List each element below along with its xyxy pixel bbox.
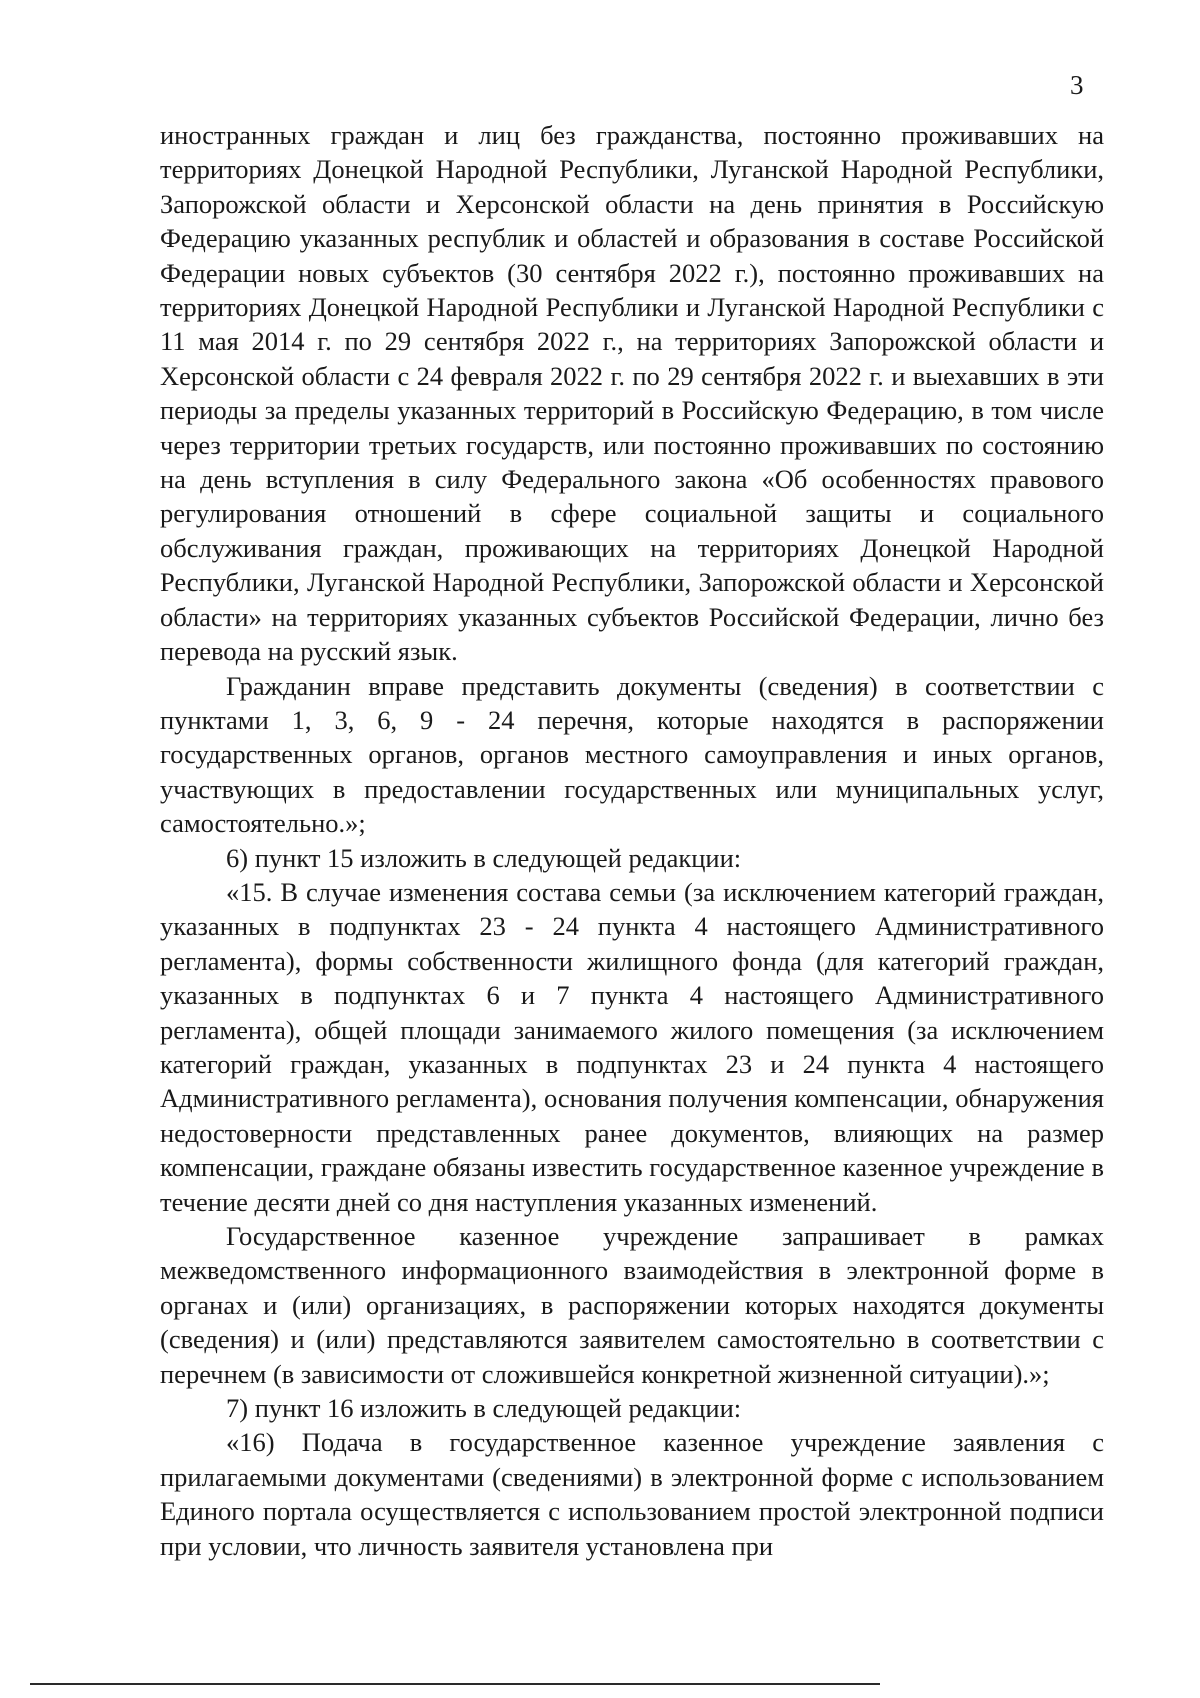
paragraph-foreign-citizens-continued: иностранных граждан и лиц без гражданства, постоянно проживавших на территориях Донецкой Народной Республики, Луганской Народной Республики, Запорожской области и Херсонской области на день принятия в Российскую Федерацию указанных республик и областей и образования в составе Российской Федерации новых субъектов (30 сентября 2022 г.), постоянно проживавших на территориях Донецкой Народной Республики и Луганской Народной Республики с 11 мая 2014 г. по 29 сентября 2022 г., на территориях Запорожской области и Херсонской области с 24 февраля 2022 г. по 29 сентября 2022 г. и выехавших в эти периоды за пределы указанных территорий в Российскую Федерацию, в том числе через территории третьих государств, или постоянно проживавших по состоянию на день вступления в силу Федерального закона «Об особенностях правового регулирования отношений в сфере социальной защиты и социального обслуживания граждан, проживающих на территориях Донецкой Народной Республики, Луганской Народной Республики, Запорожской области и Херсонской области» на территориях указанных субъектов Российской Федерации, лично без перевода на русский язык. — [160, 120, 1104, 667]
paragraph-point-15: «15. В случае изменения состава семьи (за исключением категорий граждан, указанных в подпунктах 23 - 24 пункта 4 настоящего Административного регламента), формы собственности жилищного фонда (для категорий граждан, указанных в подпунктах 6 и 7 пункта 4 настоящего Административного регламента), общей площади занимаемого жилого помещения (за исключением категорий граждан, указанных в подпунктах 23 и 24 пункта 4 настоящего Административного регламента), основания получения компенсации, обнаружения недостоверности представленных ранее документов, влияющих на размер компенсации, граждане обязаны известить государственное казенное учреждение в течение десяти дней со дня наступления указанных изменений. — [160, 876, 1104, 1217]
paragraph-state-institution-request: Государственное казенное учреждение запрашивает в рамках межведомственного информационного взаимодействия в электронной форме в органах и (или) организациях, в распоряжении которых находятся документы (сведения) и (или) представляются заявителем самостоятельно в соответствии с перечнем (в зависимости от сложившейся конкретной жизненной ситуации).»; — [160, 1221, 1104, 1389]
paragraph-citizen-right: Гражданин вправе представить документы (сведения) в соответствии с пунктами 1, 3, 6, 9 - 24 перечня, которые находятся в распоряжении государственных органов, органов местного самоуправления и иных органов, участвующих в предоставлении государственных или муниципальных услуг, самостоятельно.»; — [160, 670, 1104, 839]
footer-divider — [30, 1683, 880, 1685]
paragraph-item-7-intro: 7) пункт 16 изложить в следующей редакции: — [226, 1393, 742, 1424]
document-body — [160, 118, 1104, 1563]
page-number: 3 — [1070, 70, 1084, 100]
paragraph-point-16: «16) Подача в государственное казенное учреждение заявления с прилагаемыми документами (сведениями) в электронной форме с использованием Единого портала осуществляется с использованием простой электронной подписи при условии, что личность заявителя установлена при — [160, 1427, 1104, 1561]
paragraph-item-6-intro: 6) пункт 15 изложить в следующей редакции: — [226, 842, 742, 873]
